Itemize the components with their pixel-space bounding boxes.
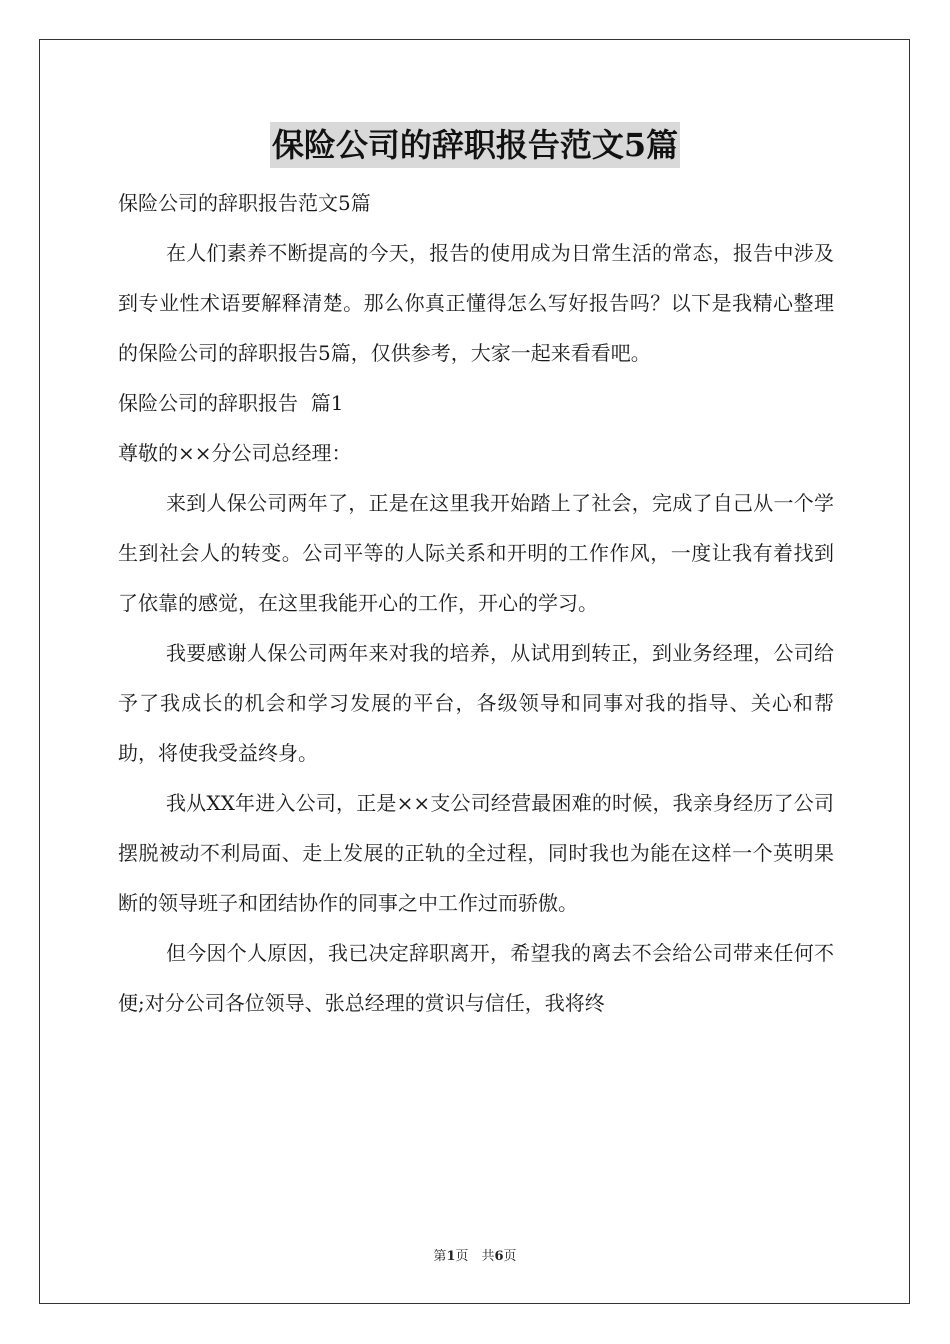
salutation: 尊敬的××分公司总经理：	[118, 441, 352, 465]
document-title: 保险公司的辞职报告范文5篇	[270, 122, 680, 168]
page-suffix: 页	[503, 1249, 517, 1264]
body-paragraph-1: 来到人保公司两年了，正是在这里我开始踏上了社会，完成了自己从一个学生到社会人的转变。公司平等的人际关系和开明的工作作风，一度让我有着找到了依靠的感觉，在这里我能开心的工作，开心的学习。	[118, 491, 834, 615]
page-footer	[0, 1245, 950, 1264]
body-paragraph-3: 我从XX年进入公司，正是××支公司经营最困难的时候，我亲身经历了公司摆脱被动不利局面、走上发展的正轨的全过程，同时我也为能在这样一个英明果断的领导班子和团结协作的同事之中工作过而骄傲。	[118, 791, 834, 915]
page-current: 1	[446, 1249, 456, 1264]
page-total: 6	[494, 1249, 504, 1264]
document-body	[118, 178, 834, 1028]
title-container	[0, 122, 950, 168]
document-subtitle: 保险公司的辞职报告范文5篇	[118, 191, 371, 215]
section-heading: 保险公司的辞职报告 篇1	[118, 391, 344, 415]
body-paragraph-2: 我要感谢人保公司两年来对我的培养，从试用到转正，到业务经理，公司给予了我成长的机会和学习发展的平台，各级领导和同事对我的指导、关心和帮助，将使我受益终身。	[118, 641, 834, 765]
page-middle: 页 共	[455, 1249, 495, 1264]
intro-paragraph: 在人们素养不断提高的今天，报告的使用成为日常生活的常态，报告中涉及到专业性术语要解释清楚。那么你真正懂得怎么写好报告吗？以下是我精心整理的保险公司的辞职报告5篇，仅供参考，大家一起来看看吧。	[118, 241, 834, 365]
page-prefix: 第	[433, 1249, 447, 1264]
body-paragraph-4: 但今因个人原因，我已决定辞职离开，希望我的离去不会给公司带来任何不便;对分公司各位领导、张总经理的赏识与信任，我将终	[118, 941, 834, 1015]
